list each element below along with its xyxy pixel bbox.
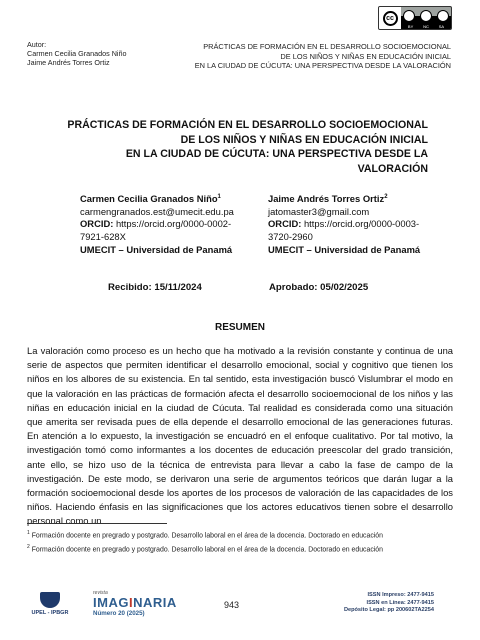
footnotes: [27, 528, 453, 555]
author-email[interactable]: jatomaster3@gmail.com: [268, 205, 370, 217]
upel-shield-icon: [40, 592, 60, 608]
issn-info: ISSN Impreso: 2477-9415 ISSN en Línea: 2477-9415 Depósito Legal: pp 200602TA2254: [343, 592, 434, 614]
received-date: Recibido: 15/11/2024: [108, 282, 202, 293]
running-header-authors: Autor: Carmen Cecilia Granados Niño Jaime Andrés Torres Ortiz: [27, 40, 127, 67]
license-labels: BY NC SA: [407, 24, 445, 29]
author-orcid[interactable]: ORCID: https://orcid.org/0000-0003-3720-2960: [268, 218, 420, 242]
author-name: Jaime Andrés Torres Ortiz$^2$: [268, 193, 388, 205]
article-title: PRÁCTICAS DE FORMACIÓN EN EL DESARROLLO SOCIOEMOCIONAL DE LOS NIÑOS Y NIÑAS EN EDUCACIÓN INICIAL EN LA CIUDAD DE CÚCUTA: UNA PERSPECTIVA DESDE LA VALORACIÓN: [67, 119, 428, 175]
creative-commons-license-badge[interactable]: [378, 6, 452, 30]
footnote-divider: [27, 523, 167, 524]
imaginaria-logo: revista IMAGINARIA Número 20 (2025): [93, 590, 177, 617]
page-number: 943: [224, 600, 240, 610]
author-name: Carmen Cecilia Granados Niño$^1$: [80, 193, 221, 205]
author-block-2: [268, 191, 443, 256]
footnote-1: $^1$ Formación docente en pregrado y postgrado. Desarrollo laboral en el área de la docencia. Doctorado en educación: [27, 530, 383, 540]
author-affiliation: UMECIT – Universidad de Panamá: [80, 243, 233, 255]
author-block-1: [80, 191, 255, 256]
noncommercial-icon: [420, 10, 432, 22]
running-header-title: PRÁCTICAS DE FORMACIÓN EN EL DESARROLLO SOCIOEMOCIONAL DE LOS NIÑOS Y NIÑAS EN EDUCACIÓN INICIAL EN LA CIUDAD DE CÚCUTA: UNA PERSPECTIVA DESDE LA VALORACIÓN: [194, 42, 451, 71]
page-footer: [0, 586, 480, 640]
upel-logo: UPEL - IPBGR: [28, 592, 72, 616]
author-orcid[interactable]: ORCID: https://orcid.org/0000-0002-7921-628X: [80, 218, 232, 242]
attribution-icon: [403, 10, 415, 22]
cc-logo-icon: cc: [379, 7, 401, 29]
footnote-2: $^2$ Formación docente en pregrado y postgrado. Desarrollo laboral en el área de la docencia. Doctorado en educación: [27, 543, 383, 553]
issue-number: Número 20 (2025): [93, 610, 145, 617]
sharealike-icon: [437, 10, 449, 22]
author-email[interactable]: carmengranados.est@umecit.edu.pa: [80, 205, 234, 217]
section-heading: RESUMEN: [214, 322, 265, 333]
approved-date: Aprobado: 05/02/2025: [269, 282, 369, 293]
abstract-text: La valoración como proceso es un hecho que ha motivado a la revisión constante y continua de una serie de aspectos que permiten identificar el desarrollo emocional, social y cognitivo que tienen los niños en los albores de su existencia. En tal sentido, esta investigación buscó Vislumbrar el modo en que la valoración en las prácticas de formación afecta el desarrollo socioemocional de los niños y las niñas en educación inicial en la ciudad de Cúcuta. Tal realidad es considerada como una situación que amerita ser revisada pues de ella depende el desarrollo emocional de las generaciones futuras. En atención a lo expuesto, la investigación se encuadró en el enfoque cualitativo. Por tal motivo, la investigación tomó como informantes a los docentes de educación preescolar del grado transición, ante ello, se hizo uso de la técnica de entrevista para llevar a cabo la fase de campo de la investigación. De este modo, se derivaron una serie de argumentos teóricos que darán lugar a la formación socioemocional desde los aportes de los procesos de valoración de las capacidades de los niños. Haciendo énfasis en las significaciones que los actores educativos tienen sobre el desarrollo personal como un: [27, 345, 453, 527]
author-affiliation: UMECIT – Universidad de Panamá: [268, 243, 421, 255]
